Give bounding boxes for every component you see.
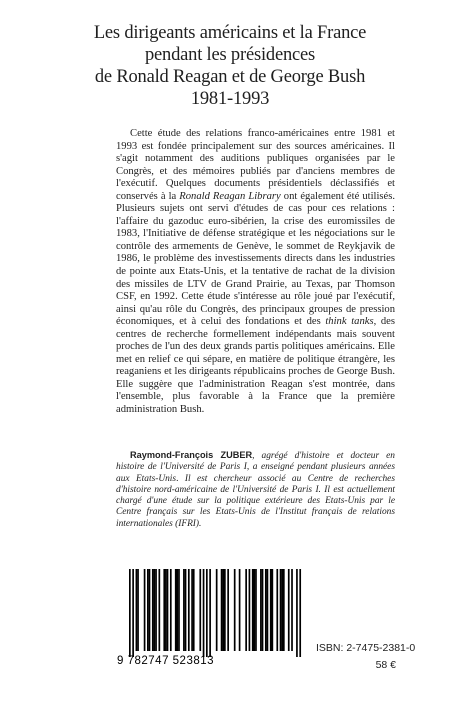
summary-text-3: , des centres de recherche formellement indépendants mais souvent proches de l'un des deux grands partis politiques américains. Elle met en relief ce qui sépare, en matière de politique étrangère, les reaganiens et les dirigeants républicains proches de George Bush. Elle suggère que l'administration Reagan s'est montrée, dans l'ensemble, plus favorable à la France que la première administration Bush. — [116, 316, 395, 416]
barcode-bar — [158, 569, 160, 651]
barcode-bar — [234, 569, 236, 651]
book-title — [60, 22, 400, 110]
barcode-bar — [203, 569, 205, 657]
barcode-bar — [155, 569, 157, 651]
barcode-bar — [260, 569, 262, 651]
barcode-bar — [249, 569, 251, 651]
barcode-bar — [129, 569, 131, 657]
barcode-bar — [185, 569, 187, 651]
summary-italic-library: Ronald Reagan Library — [179, 190, 281, 202]
barcode-bar — [199, 569, 201, 651]
barcode-bar — [276, 569, 278, 651]
barcode-bar — [291, 569, 293, 651]
author-bio — [116, 450, 395, 530]
barcode-bar — [283, 569, 285, 651]
price: 58 € — [375, 659, 396, 671]
barcode-bar — [267, 569, 269, 651]
summary-text-1: Cette étude des relations franco-américaines entre 1981 et 1993 est fondée principalement sur des sources américaines. Il s'agit notamment des auditions publiques organisées par le Congrès, et des mémoires publiés par d'anciens membres de l'exécutif. Quelques documents présidentiels déclassifiés et conservés à la — [116, 128, 395, 202]
barcode-bar — [239, 569, 241, 651]
barcode-bar — [254, 569, 256, 651]
barcode — [117, 569, 307, 679]
barcode-bar — [175, 569, 177, 651]
author-bio-text-1: , agrégé d'histoire et docteur en histoire de l'Université de Paris I, a enseigné pendant plusieurs années aux Etats-Unis — [116, 451, 395, 484]
barcode-bar — [144, 569, 146, 651]
barcode-bar — [255, 569, 257, 651]
barcode-bar — [245, 569, 247, 651]
barcode-bar — [191, 569, 193, 651]
author-bio-period: . — [176, 473, 179, 484]
title-years: 1981-1993 — [190, 89, 270, 109]
barcode-bar — [136, 569, 138, 651]
barcode-bar — [288, 569, 290, 651]
summary-text-2: ont également été utilisés. Plusieurs sujets ont servi d'études de cas pour ces relations : l'affaire du gazoduc euro-sibérien, la crise des euromissiles de 1983, l'Initiative de défense stratégique et les négociations sur le contrôle des armements de Genève, le sommet de Reykjavik de 1986, le problème des investissements directs dans les industries de pointe aux Etats-Unis, et la tentative de rachat de la division des missiles de LTV de Grand Prairie, au Texas, par Thomson CSF, en 1992. Cette étude s'intéresse au rôle joué par l'exécutif, ainsi qu'au rôle du Congrès, des principaux groupes de pression économiques, et à celui des fondations et des — [116, 190, 395, 328]
barcode-bar — [167, 569, 169, 651]
barcode-bar — [183, 569, 185, 651]
barcode-bar — [152, 569, 154, 651]
barcode-bar — [177, 569, 179, 651]
barcode-bar — [149, 569, 151, 651]
barcode-bar — [188, 569, 190, 651]
title-line-1: Les dirigeants américains et la France — [93, 23, 367, 43]
barcode-bar — [222, 569, 224, 651]
barcode-bar — [154, 569, 156, 651]
author-bio-text-2: Il est chercheur associé au Centre de recherches d'histoire nord-américaine de l'Université de Paris I. Il est actuellement chargé d'une étude sur la politique extérieure des Etats-Unis par le Centre français sur les Etats-Unis de l'Institut français de relations internationales (IFRI). — [116, 473, 395, 529]
summary-italic-think-tanks: think tanks — [325, 316, 374, 328]
barcode-bars — [117, 569, 307, 657]
barcode-bar — [281, 569, 283, 651]
barcode-bar — [206, 569, 208, 657]
barcode-bar — [227, 569, 229, 651]
barcode-digits: 9 782747 523813 — [117, 655, 215, 667]
barcode-bar — [280, 569, 282, 651]
barcode-bar — [137, 569, 139, 651]
barcode-bar — [252, 569, 254, 651]
barcode-bar — [296, 569, 298, 657]
barcode-bar — [224, 569, 226, 651]
barcode-bar — [299, 569, 301, 657]
barcode-bar — [170, 569, 172, 651]
barcode-bar — [163, 569, 165, 651]
barcode-bar — [132, 569, 134, 657]
barcode-bar — [193, 569, 195, 651]
barcode-bar — [178, 569, 180, 651]
title-line-2: pendant les présidences — [144, 45, 316, 65]
barcode-bar — [265, 569, 267, 651]
title-line-3: de Ronald Reagan et de George Bush — [94, 67, 366, 87]
isbn: ISBN: 2-7475-2381-0 — [316, 642, 416, 654]
barcode-bar — [270, 569, 272, 651]
author-name: Raymond-François ZUBER — [130, 450, 253, 460]
barcode-bar — [209, 569, 211, 657]
barcode-bar — [165, 569, 167, 651]
book-summary — [116, 128, 395, 417]
barcode-bar — [147, 569, 149, 651]
barcode-bar — [272, 569, 274, 651]
barcode-bar — [216, 569, 218, 651]
barcode-bar — [221, 569, 223, 651]
barcode-bar — [262, 569, 264, 651]
